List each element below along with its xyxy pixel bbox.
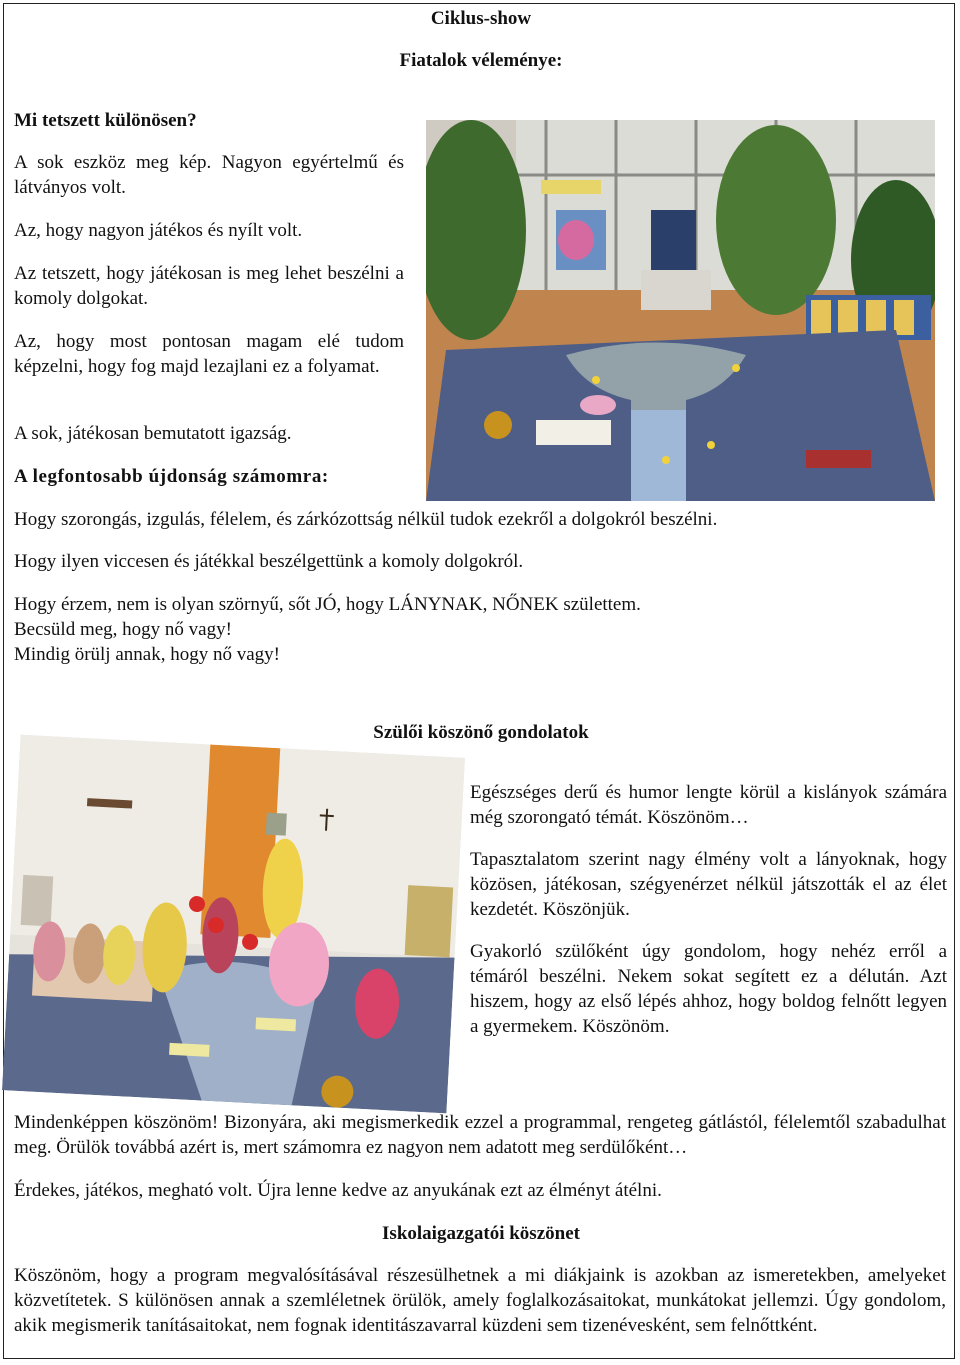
section-heading-parents: Szülői köszönő gondolatok <box>373 722 589 743</box>
section-heading-principal: Iskolaigazgatói köszönet <box>382 1223 580 1244</box>
closing-line: Mindig örülj annak, hogy nő vagy! <box>14 644 280 665</box>
list-item: Az, hogy nagyon játékos és nyílt volt. <box>14 220 303 241</box>
list-item: Hogy ilyen viccesen és játékkal beszélgettünk a komoly dolgokról. <box>14 551 524 572</box>
principal-text: Köszönöm, hogy a program megvalósításával részesülhetnek a mi diákjaink is azokban az ismeretekben, amelyeket közvetítetek. S különösen annak a szemléletnek örülök, amely foglalkozásaitokat, munkátokat jellemzi. Úgy gondolom, akik megismerik tanításaitokat, nem fognak identitászavarral küzdeni sem tizenévesként, sem felnőttként. <box>14 1265 946 1336</box>
list-item: Hogy szorongás, izgulás, félelem, és zárkózottság nélkül tudok ezekről a dolgokról beszélni. <box>14 509 718 530</box>
list-item: Az tetszett, hogy játékosan is meg lehet beszélni a komoly dolgokat. <box>14 263 404 309</box>
page-subtitle: Fiatalok véleménye: <box>399 50 563 71</box>
page-title: Ciklus-show <box>430 8 532 29</box>
exhibition-photo <box>426 120 935 501</box>
closing-line: Hogy érzem, nem is olyan szörnyű, sőt JÓ, hogy LÁNYNAK, NŐNEK születtem. <box>14 594 641 615</box>
parent-quote: Gyakorló szülőként úgy gondolom, hogy nehéz erről a témáról beszélni. Nekem sokat segített ez a délután. Azt hiszem, hogy az első lépés ahhoz, hogy boldog felnőtt legyen a gyermekem. Köszönöm. <box>470 941 947 1037</box>
list-item: Az, hogy most pontosan magam elé tudom képzelni, hogy fog majd lezajlani ez a folyamat. <box>14 331 404 377</box>
parent-quote: Mindenképpen köszönöm! Bizonyára, aki megismerkedik ezzel a programmal, rengeteg gátlástól, félelemtől szabadulhat meg. Örülök továbbá azért is, mert számomra ez nagyon nem adatott meg serdülőként… <box>14 1112 946 1158</box>
list-item: A sok, játékosan bemutatott igazság. <box>14 423 292 444</box>
closing-line: Becsüld meg, hogy nő vagy! <box>14 619 232 640</box>
parent-quote: Érdekes, játékos, megható volt. Újra lenne kedve az anyukának ezt az élményt átélni. <box>14 1180 662 1201</box>
section-heading-liked: Mi tetszett különösen? <box>14 110 197 131</box>
list-item: A sok eszköz meg kép. Nagyon egyértelmű és látványos volt. <box>14 152 404 198</box>
workshop-photo <box>2 735 465 1114</box>
parent-quote: Tapasztalatom szerint nagy élmény volt a lányoknak, hogy közösen, játékosan, szégyenérzet nélkül játszották el az élet kezdetét. Köszönjük. <box>470 849 947 920</box>
parent-quote: Egészséges derű és humor lengte körül a kislányok számára még szorongató témát. Köszönöm… <box>470 782 947 828</box>
section-heading-novelty: A legfontosabb újdonság számomra: <box>14 466 329 487</box>
